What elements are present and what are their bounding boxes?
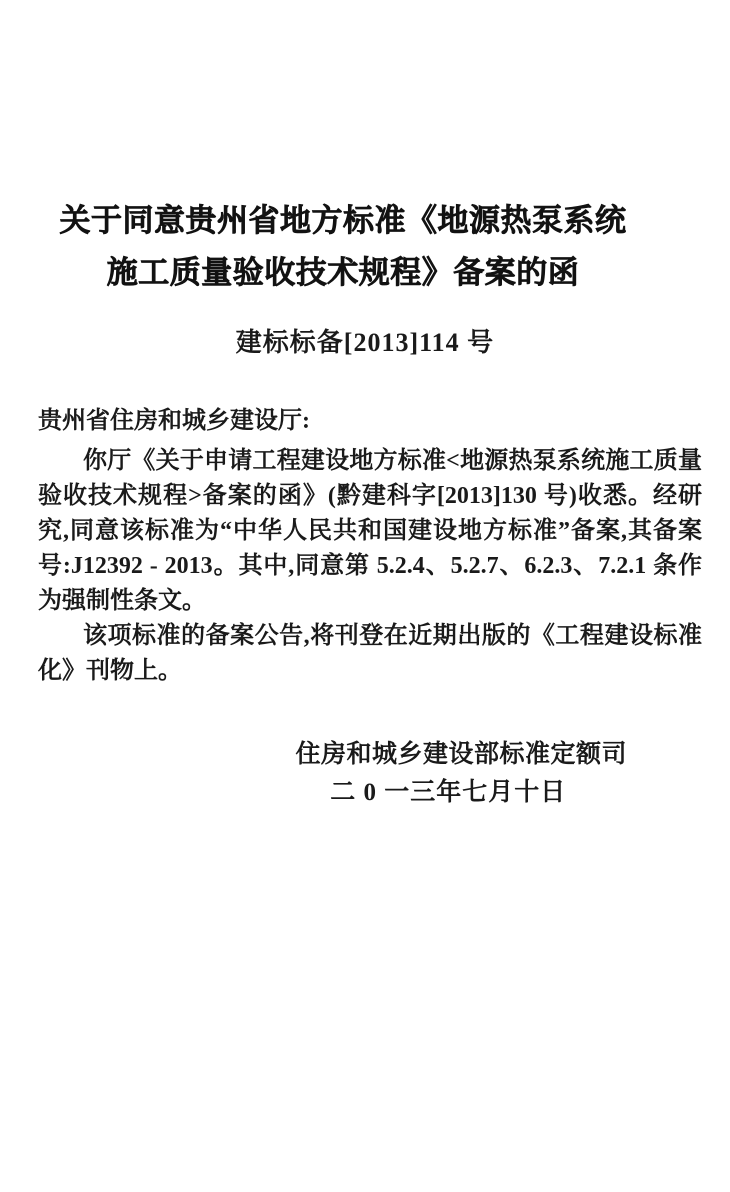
document-number: 建标标备[2013]114 号 xyxy=(235,328,495,357)
paragraph-2-line-1: 该项标准的备案公告,将刊登在近期出版的《工程建设标准 xyxy=(83,623,702,649)
signature-date: 二 0 一三年七月十日 xyxy=(330,779,567,806)
signature-block xyxy=(295,736,627,812)
document-title-line-2: 施工质量验收技术规程》备案的函 xyxy=(106,255,580,290)
paragraph-1-line-3: 究,同意该标准为“中华人民共和国建设地方标准”备案,其备案 xyxy=(38,518,702,544)
paragraph-1-line-1: 你厅《关于申请工程建设地方标准<地源热泵系统施工质量 xyxy=(83,448,702,474)
paragraph-2 xyxy=(38,619,702,689)
paragraph-1-line-2: 验收技术规程>备案的函》(黔建科字[2013]130 号)收悉。经研 xyxy=(38,483,702,509)
signature-department: 住房和城乡建设部标准定额司 xyxy=(295,741,627,768)
paragraph-1-line-4: 号:J12392 - 2013。其中,同意第 5.2.4、5.2.7、6.2.3、7.2.1 条作 xyxy=(38,553,702,579)
paragraph-1 xyxy=(38,444,702,619)
paragraph-2-line-2: 化》刊物上。 xyxy=(38,658,182,684)
paragraph-1-line-5: 为强制性条文。 xyxy=(38,588,206,614)
letter-body xyxy=(0,404,730,689)
document-title-line-1: 关于同意贵州省地方标准《地源热泵系统 xyxy=(59,203,627,238)
document-title xyxy=(0,195,730,299)
salutation: 贵州省住房和城乡建设厅: xyxy=(38,408,310,434)
